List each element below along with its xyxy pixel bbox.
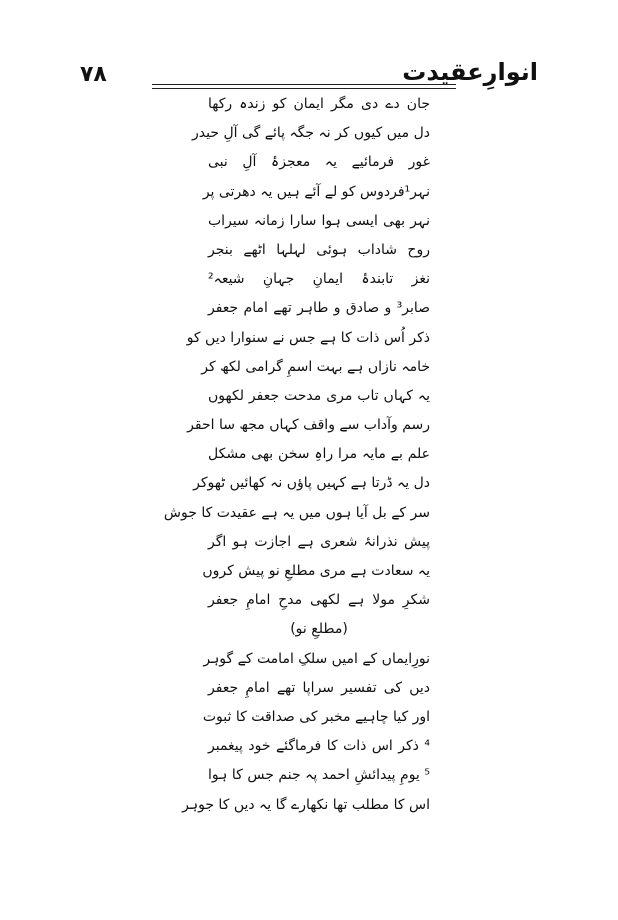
verse-line: ذکر اُس ذات کا ہے جس نے سنوارا دیں کو xyxy=(186,329,430,346)
verse-line: روح شاداب ہوئی لہلہا اٹھے بنجر xyxy=(208,241,430,258)
page-number: ۷۸ xyxy=(80,62,107,87)
poem-body xyxy=(163,90,430,820)
header-rule-bottom xyxy=(152,88,456,89)
verse-line: رسم وآداب سے واقف کہاں مجھ سا احقر xyxy=(187,417,430,434)
verse-line: خامہ نازاں ہے بہت اسمِ گرامی لکھ کر xyxy=(201,358,430,375)
verse-line: دل یہ ڈرتا ہے کہیں پاؤں نہ کھائیں ٹھوکر xyxy=(193,475,430,492)
verse-line: جان دے دی مگر ایمان کو زندہ رکھا xyxy=(208,96,430,112)
verse-line: دل میں کیوں کر نہ جگہ پائے گی آلِ حیدر xyxy=(192,125,430,142)
verse-line: ⁴ ذکر اس ذات کا فرماگئے خود پیغمبر xyxy=(208,738,430,755)
running-title: انوارِعقیدت xyxy=(402,58,538,86)
section-heading: (مطلعِ نو) xyxy=(290,621,348,638)
verse-line: نہر بھی ایسی ہوا سارا زمانہ سیراب xyxy=(208,212,430,229)
verse-line: یہ کہاں تاب مری مدحت جعفر لکھوں xyxy=(208,387,430,404)
verse-line: صابر³ و صادق و طاہر تھے امام جعفر xyxy=(208,300,430,317)
verse-line: اس کا مطلب تھا نکھارے گا یہ دیں کا جوہر xyxy=(182,796,430,813)
verse-line: دیں کی تفسیر سراپا تھے امامِ جعفر xyxy=(208,679,430,696)
verse-line: نغز تابندۂ ایمانِ جہانِ شیعہ² xyxy=(208,271,430,288)
verse-line: غور فرمائیے یہ معجزۂ آلِ نبی xyxy=(208,154,430,171)
verse-line: سر کے بل آیا ہوں میں یہ ہے عقیدت کا جوش xyxy=(163,504,430,521)
verse-line: نورِایماں کے امیں سلکِ امامت کے گوہر xyxy=(203,650,430,667)
header-rule-top xyxy=(152,84,456,85)
verse-line: اور کیا چاہیے مخبر کی صداقت کا ثبوت xyxy=(202,708,430,725)
verse-line: نہر¹فردوس کو لے آئے ہیں یہ دھرتی پر xyxy=(202,183,430,200)
verse-line: یہ سعادت ہے مری مطلعِ نو پیش کروں xyxy=(202,563,430,579)
verse-line: شکرِ مولا ہے لکھی مدحِ امامِ جعفر xyxy=(208,592,430,609)
verse-line: علم بے مایہ مرا راہِ سخن بھی مشکل xyxy=(208,446,430,463)
verse-line: پیش نذرانۂ شعری ہے اجازت ہو اگر xyxy=(208,533,430,550)
verse-line: ⁵ یومِ پیدائشِ احمد پہ جنم جس کا ہوا xyxy=(208,767,430,784)
